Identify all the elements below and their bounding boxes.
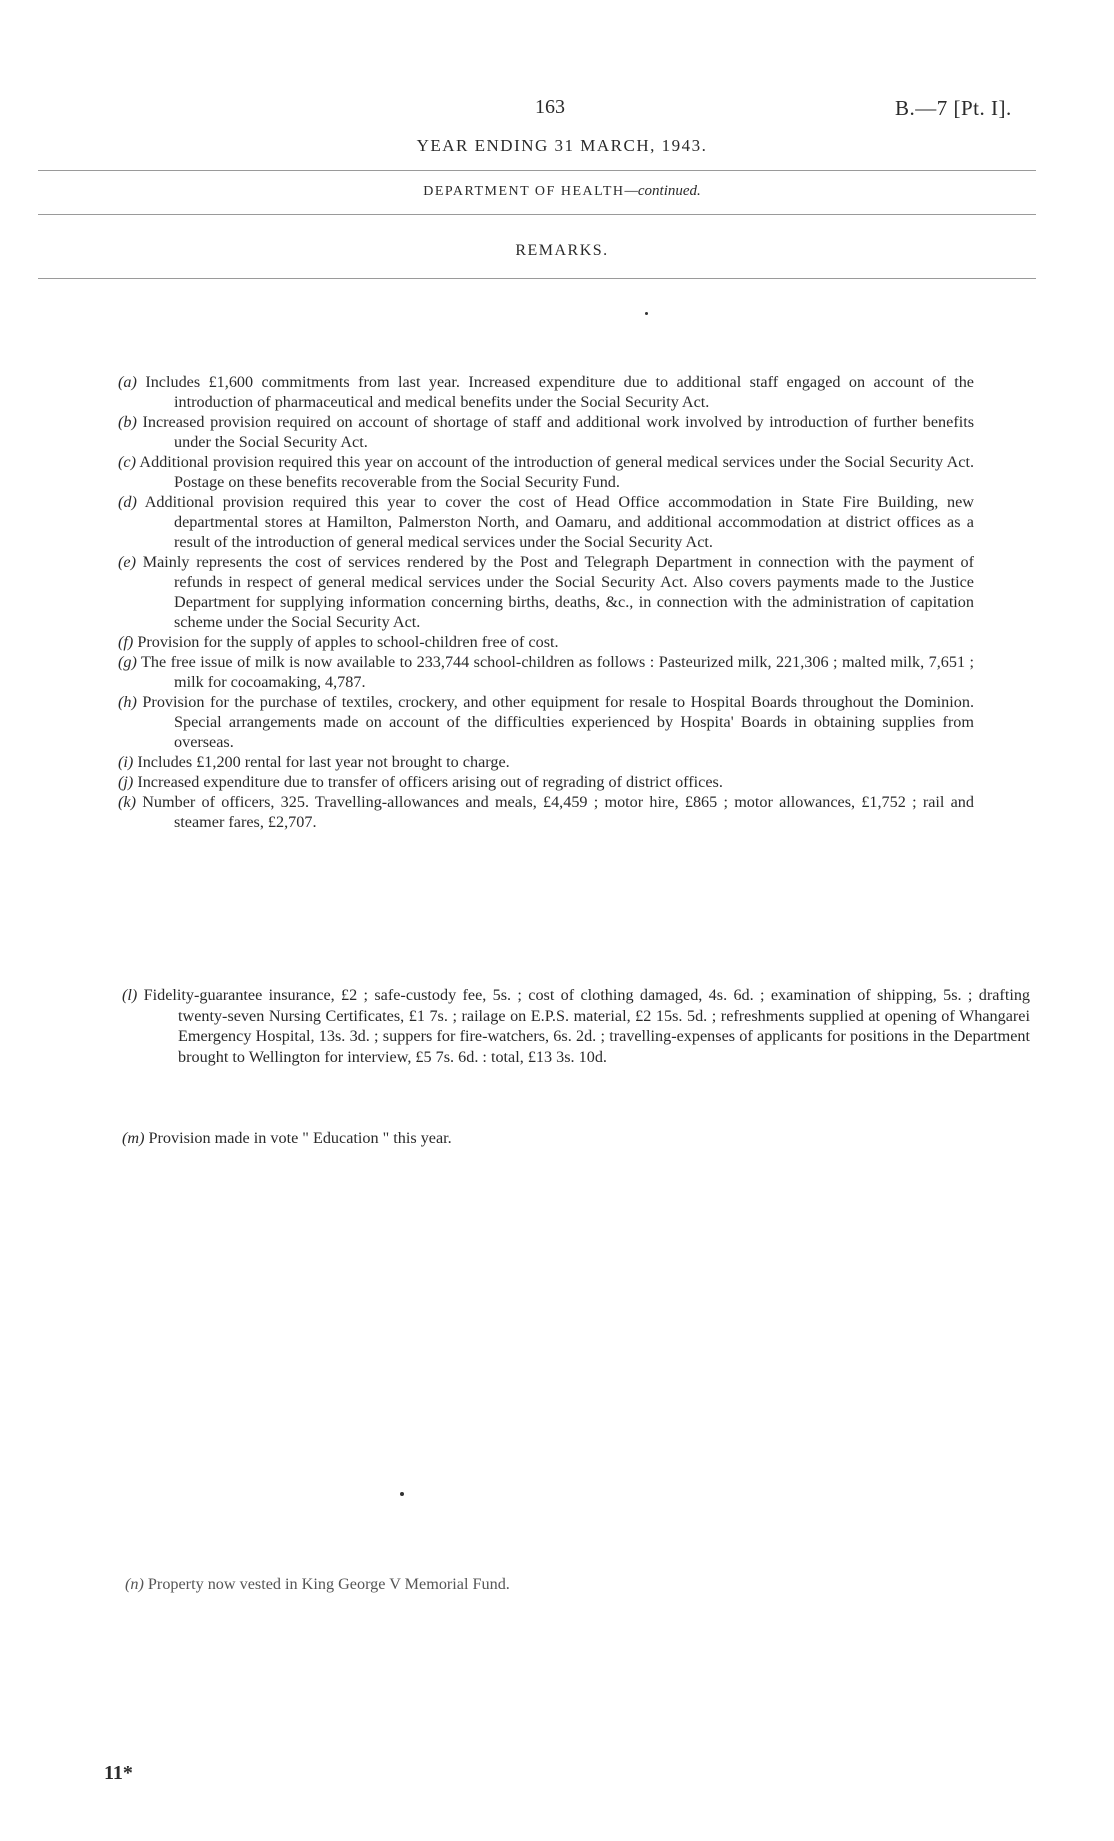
note-text: Mainly represents the cost of services rendered by the Post and Telegraph Department in connection with the payment of refunds in respect of general medical services under the Social Security Act. Also covers payments made to the Justice Department for supplying information concerning births, deaths, &c., in connection with the administration of capitation scheme under the Social Security Act. [142, 553, 975, 631]
note-label: (l) [122, 986, 138, 1004]
note-l [122, 985, 1030, 1067]
note-label: (f) [118, 633, 134, 651]
note-k [118, 792, 974, 832]
note-label: (e) [118, 553, 136, 571]
note-label: (a) [118, 373, 137, 391]
note-text: Additional provision required this year to cover the cost of Head Office accommodation in State Fire Building, new departmental stores at Hamilton, Palmerston North, and Oamaru, and additional accommodation at district offices as a result of the introduction of general medical services under the Social Security Act. [144, 493, 974, 551]
note-m [122, 1129, 452, 1148]
note-g [118, 652, 974, 692]
department-heading [0, 183, 1114, 200]
divider [38, 278, 1036, 279]
note-label: (m) [122, 1129, 145, 1147]
note-label: (k) [118, 793, 136, 811]
note-text: Property now vested in King George V Memorial Fund. [147, 1575, 510, 1593]
note-label: (n) [125, 1575, 144, 1593]
department-heading-suffix: —continued. [624, 183, 701, 199]
note-text: The free issue of milk is now available to 233,744 school-children as follows : Pasteurized milk, 221,306 ; malted milk, 7,651 ; milk for cocoamaking, 4,787. [141, 653, 974, 691]
note-label: (b) [118, 413, 137, 431]
note-label: (j) [118, 773, 134, 791]
note-text: Includes £1,600 commitments from last year. Increased expenditure due to additional staff engaged on account of the introduction of pharmaceutical and medical benefits under the Social Security Act. [145, 373, 974, 411]
print-speck [400, 1492, 404, 1496]
note-label: (d) [118, 493, 137, 511]
remarks-notes-list [118, 372, 974, 832]
note-f [118, 632, 974, 652]
footer-signature-mark: 11* [104, 1762, 133, 1784]
divider [38, 214, 1036, 215]
note-b [118, 412, 974, 452]
note-text: Additional provision required this year on account of the introduction of general medical services under the Social Security Act. Postage on these benefits recoverable from the Social Security Fund. [139, 453, 974, 491]
note-c [118, 452, 974, 492]
note-text: Includes £1,200 rental for last year not brought to charge. [137, 753, 510, 771]
page-number: 163 [535, 96, 565, 118]
note-text: Fidelity-guarantee insurance, £2 ; safe-custody fee, 5s. ; cost of clothing damaged, 4s. 6d. ; examination of shipping, 5s. ; drafting twenty-seven Nursing Certificates, £1 7s. ; railage on E.P.S. material, £2 15s. 5d. ; refreshments supplied at opening of Whangarei Emergency Hospital, 13s. 3d. ; suppers for fire-watchers, 6s. 2d. ; travelling-expenses of applicants for positions in the Department brought to Wellington for interview, £5 7s. 6d. : total, £13 3s. 10d. [143, 986, 1031, 1066]
note-n [125, 1575, 510, 1594]
note-label: (g) [118, 653, 137, 671]
note-h [118, 692, 974, 752]
note-j [118, 772, 974, 792]
note-text: Increased expenditure due to transfer of officers arising out of regrading of district offices. [137, 773, 723, 791]
note-text: Number of officers, 325. Travelling-allowances and meals, £4,459 ; motor hire, £865 ; motor allowances, £1,752 ; rail and steamer fares, £2,707. [142, 793, 974, 831]
note-i [118, 752, 974, 772]
note-text: Provision for the purchase of textiles, crockery, and other equipment for resale to Hospital Boards throughout the Dominion. Special arrangements made on account of the difficulties experienced by Hospita' Boards in obtaining supplies from overseas. [142, 693, 975, 751]
department-heading-title: DEPARTMENT OF HEALTH [423, 184, 625, 199]
note-label: (h) [118, 693, 137, 711]
note-a [118, 372, 974, 412]
note-text: Provision made in vote " Education " this year. [148, 1129, 452, 1147]
year-heading: YEAR ENDING 31 MARCH, 1943. [416, 136, 708, 155]
note-text: Increased provision required on account of shortage of staff and additional work involved by introduction of further benefits under the Social Security Act. [142, 413, 975, 451]
note-d [118, 492, 974, 552]
print-speck [645, 312, 648, 315]
note-label: (c) [118, 453, 136, 471]
note-e [118, 552, 974, 632]
divider [38, 170, 1036, 171]
remarks-heading: REMARKS. [515, 242, 609, 259]
document-reference: B.—7 [Pt. I]. [895, 96, 1012, 120]
note-label: (i) [118, 753, 134, 771]
note-text: Provision for the supply of apples to school-children free of cost. [137, 633, 559, 651]
